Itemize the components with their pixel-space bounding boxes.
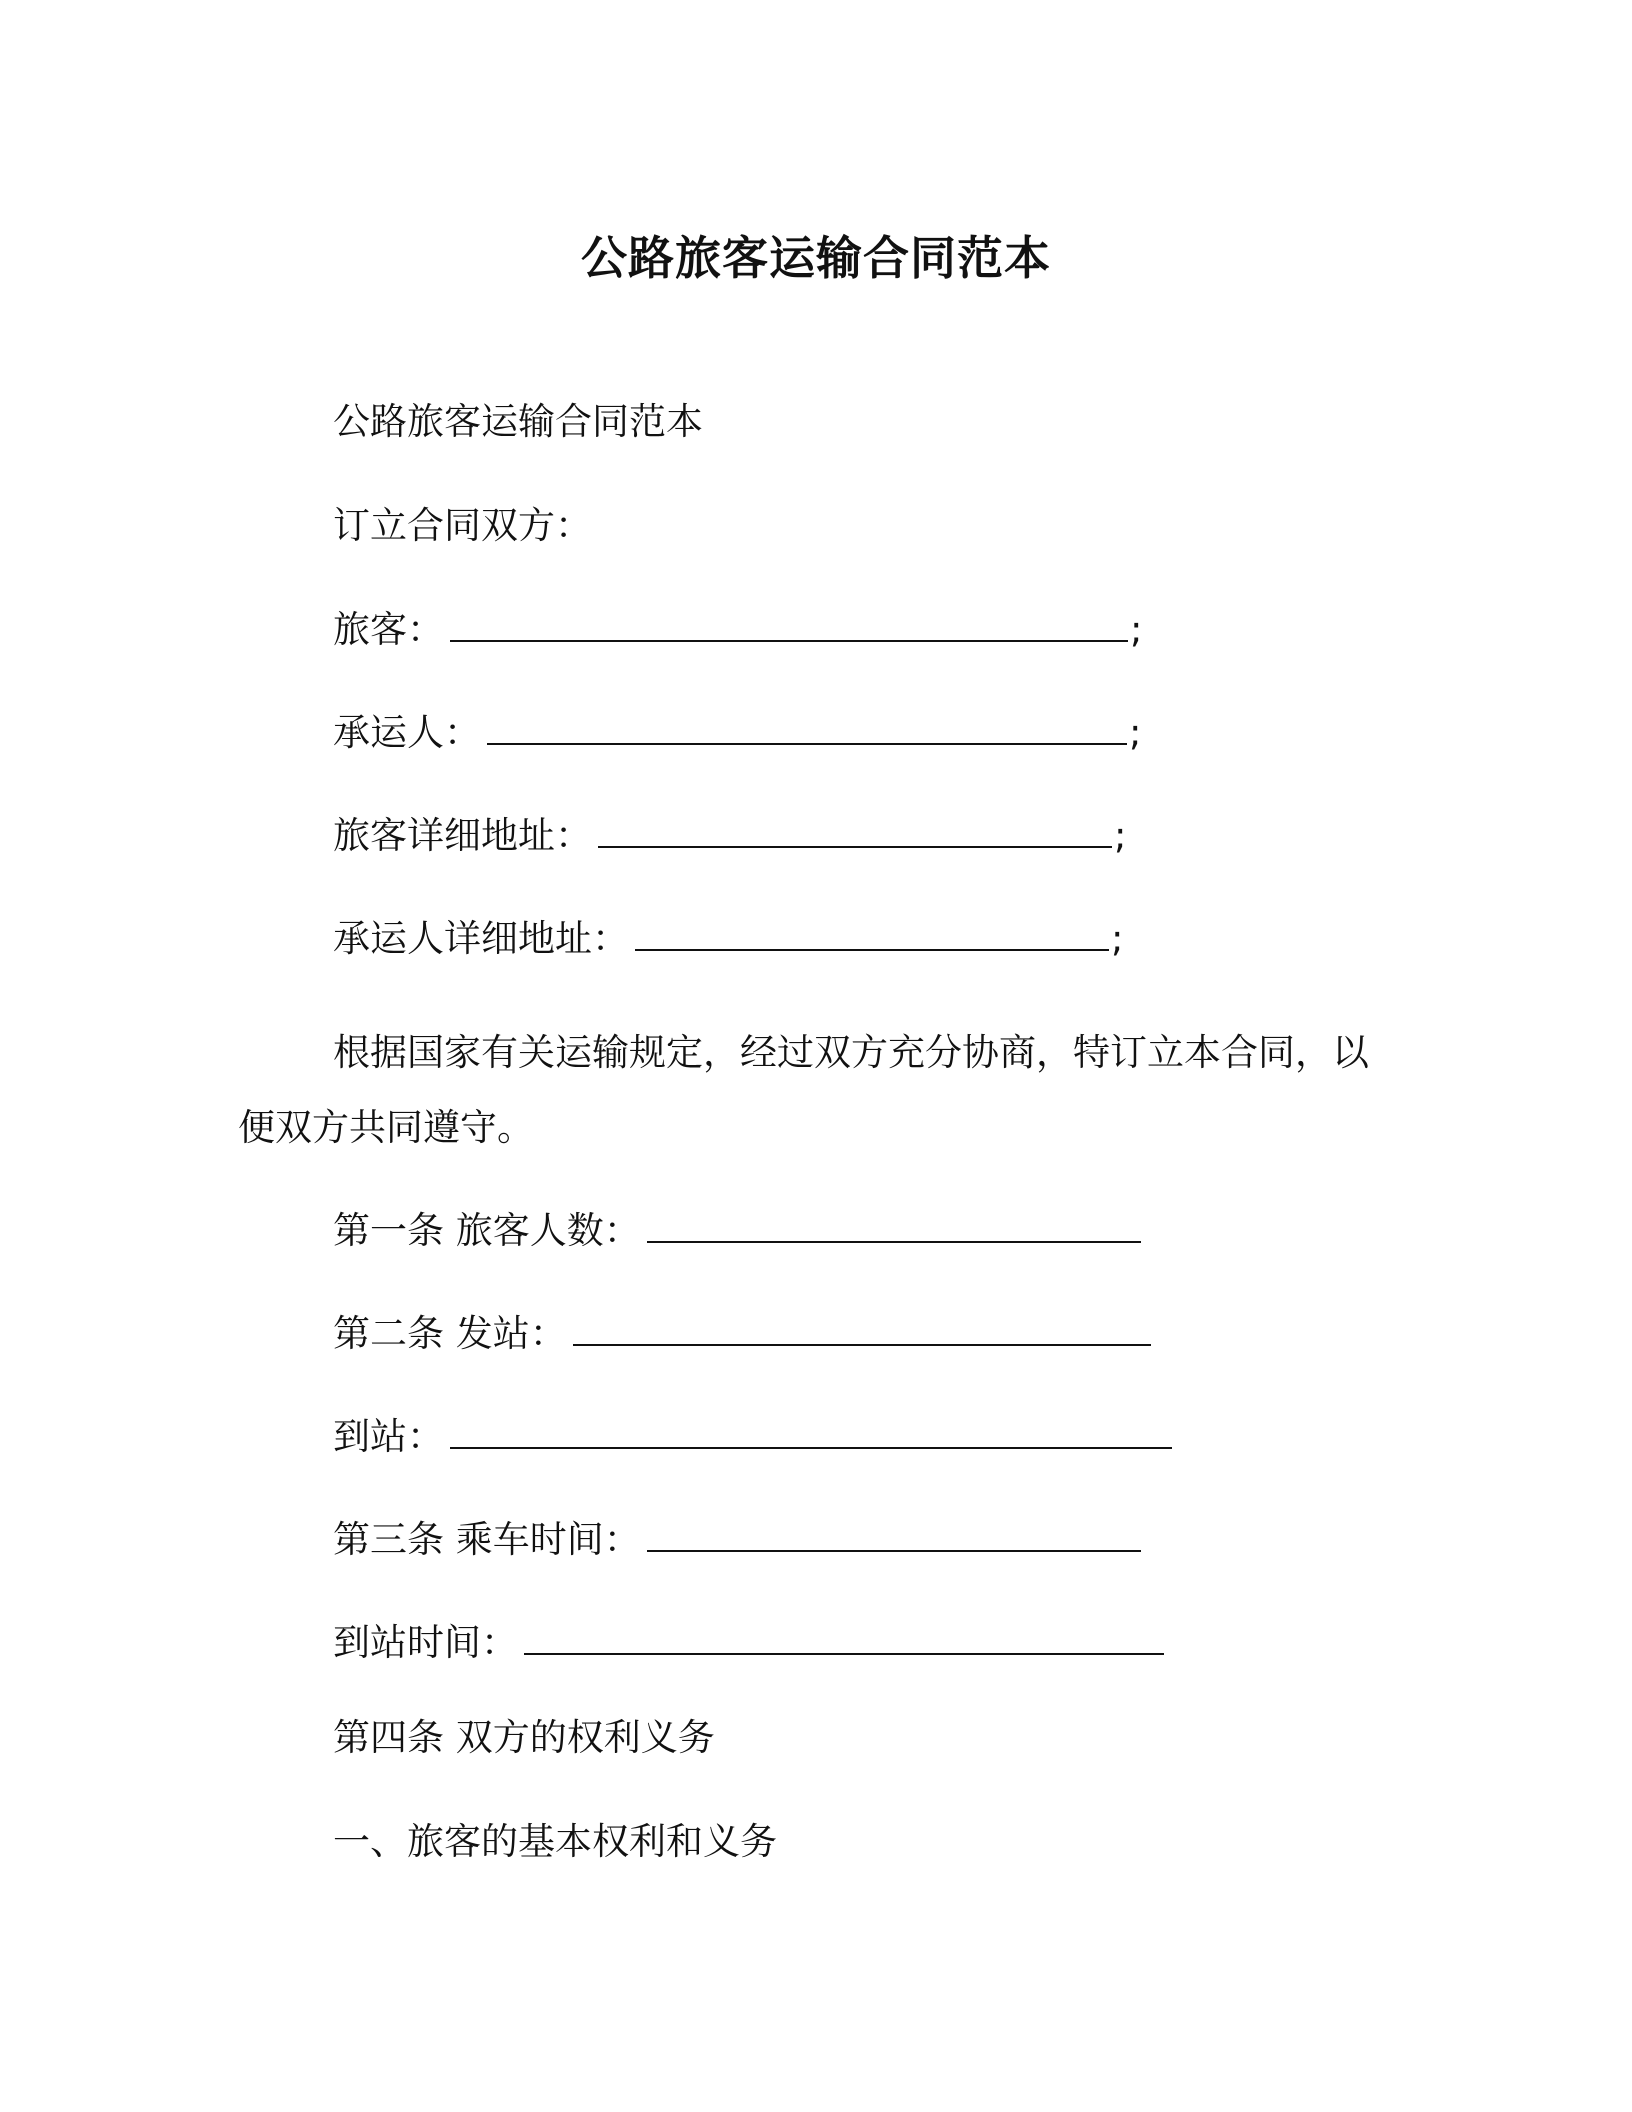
passenger-address-blank xyxy=(598,816,1112,848)
intro-paragraph: 根据国家有关运输规定，经过双方充分协商，特订立本合同，以便双方共同遵守。 xyxy=(238,1031,1369,1149)
article1-line xyxy=(333,1207,1143,1255)
carrier-address-semicolon: ; xyxy=(1111,917,1124,960)
arrival-time-label: 到站时间： xyxy=(333,1621,518,1664)
document-subtitle: 公路旅客运输合同范本 xyxy=(333,400,703,443)
article3-label: 第三条 乘车时间： xyxy=(333,1518,641,1561)
arrival-station-label: 到站： xyxy=(333,1415,444,1458)
passenger-field-line xyxy=(333,606,1142,654)
article2-line xyxy=(333,1310,1153,1358)
arrival-time-blank xyxy=(524,1623,1164,1655)
article4-heading: 第四条 双方的权利义务 xyxy=(333,1716,715,1759)
carrier-address-line xyxy=(333,915,1123,963)
passenger-semicolon: ; xyxy=(1130,608,1143,651)
carrier-field-line xyxy=(333,709,1141,757)
section1-heading: 一、旅客的基本权利和义务 xyxy=(333,1820,777,1863)
passenger-address-label: 旅客详细地址： xyxy=(333,814,592,857)
passenger-label: 旅客： xyxy=(333,608,444,651)
passenger-address-line xyxy=(333,812,1126,860)
article2-blank xyxy=(573,1314,1151,1346)
parties-heading: 订立合同双方： xyxy=(333,504,592,547)
carrier-blank xyxy=(487,713,1127,745)
article1-blank xyxy=(647,1211,1141,1243)
article2-label: 第二条 发站： xyxy=(333,1312,567,1355)
article3-blank xyxy=(647,1520,1141,1552)
carrier-semicolon: ; xyxy=(1129,711,1142,754)
carrier-address-blank xyxy=(635,919,1109,951)
carrier-label: 承运人： xyxy=(333,711,481,754)
article3-line xyxy=(333,1516,1143,1564)
document-title: 公路旅客运输合同范本 xyxy=(581,231,1051,285)
arrival-station-line xyxy=(333,1413,1174,1461)
article1-label: 第一条 旅客人数： xyxy=(333,1209,641,1252)
passenger-blank xyxy=(450,610,1128,642)
arrival-station-blank xyxy=(450,1417,1172,1449)
passenger-address-semicolon: ; xyxy=(1114,814,1127,857)
carrier-address-label: 承运人详细地址： xyxy=(333,917,629,960)
arrival-time-line xyxy=(333,1619,1166,1667)
